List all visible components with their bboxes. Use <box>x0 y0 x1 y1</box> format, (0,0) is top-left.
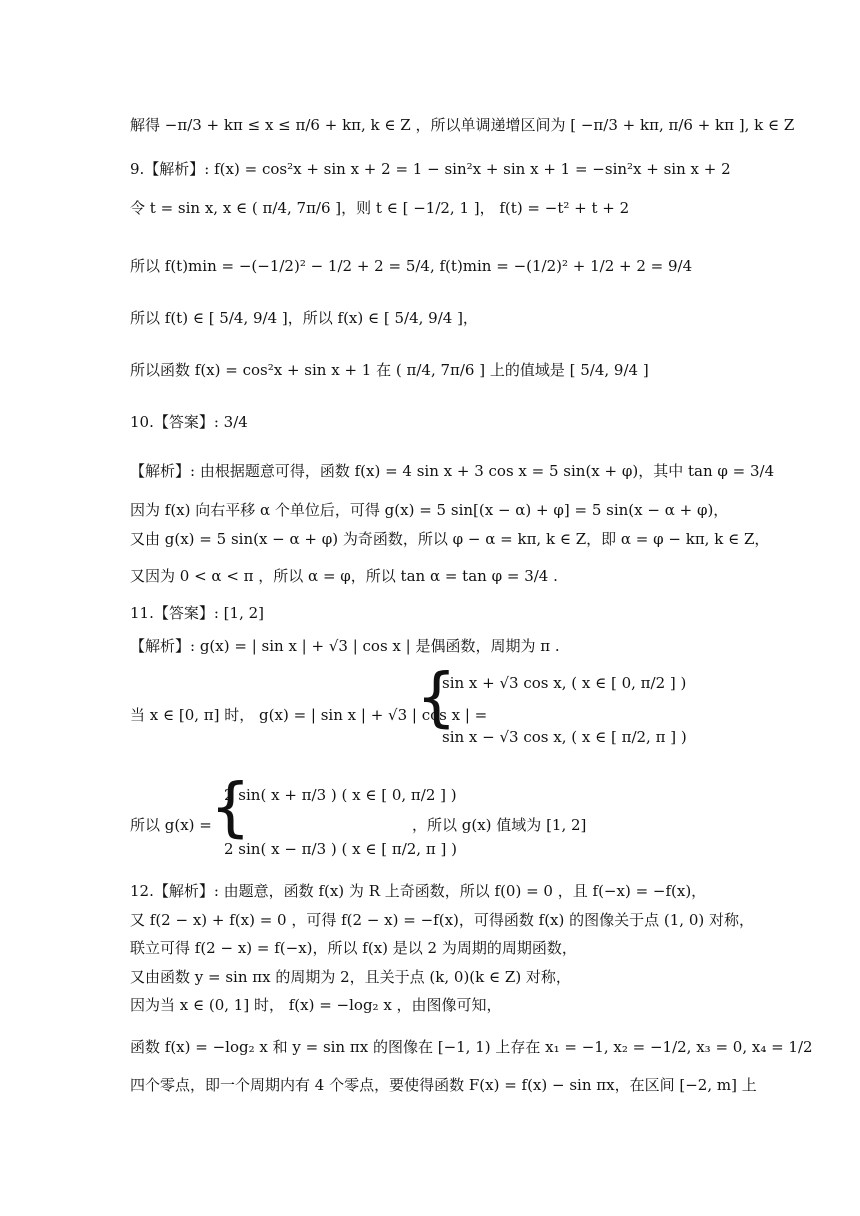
solution-12-line-1: 12.【解析】: 由题意，函数 f(x) 为 R 上奇函数，所以 f(0) = 0 ，且 f(−x) = −f(x)， <box>130 882 707 900</box>
solution-8-interval-line: 解得 −π/3 + kπ ≤ x ≤ π/6 + kπ, k ∈ Z ，所以单调递增区间为 [ −π/3 + kπ, π/6 + kπ ], k ∈ Z <box>130 116 795 134</box>
solution-12-line-7: 四个零点，即一个周期内有 4 个零点，要使得函数 F(x) = f(x) − sin πx，在区间 [−2, m] 上 <box>130 1076 757 1094</box>
solution-11-conclusion: ，所以 g(x) 值域为 [1, 2] <box>412 816 587 834</box>
solution-12-line-4: 又由函数 y = sin πx 的周期为 2，且关于点 (k, 0)(k ∈ Z) 对称， <box>130 968 571 986</box>
solution-10-conclusion-line: 又因为 0 < α < π ，所以 α = φ，所以 tan α = tan φ = 3/4 . <box>130 567 558 585</box>
solution-11-piecewise-lead: 当 x ∈ [0, π] 时， g(x) = | sin x | + √3 | cos x | = <box>130 706 488 724</box>
solution-9-conclusion-line: 所以函数 f(x) = cos²x + sin x + 1 在 ( π/4, 7π/6 ] 上的值域是 [ 5/4, 9/4 ] <box>130 361 649 379</box>
left-brace-icon: { <box>210 771 251 845</box>
solution-10-shift-line: 因为 f(x) 向右平移 α 个单位后，可得 g(x) = 5 sin[(x − α) + φ] = 5 sin(x − α + φ)， <box>130 501 729 519</box>
solution-9-derivation-line: 9.【解析】: f(x) = cos²x + sin x + 2 = 1 − sin²x + sin x + 1 = −sin²x + sin x + 2 <box>130 160 731 178</box>
left-brace-icon: { <box>416 661 457 735</box>
piecewise-case: sin x + √3 cos x, ( x ∈ [ 0, π/2 ] ) <box>442 674 687 692</box>
solution-11-piecewise2-lead: 所以 g(x) = <box>130 816 212 834</box>
solution-9-minimum-line: 所以 f(t)min = −(−1/2)² − 1/2 + 2 = 5/4, f(t)min = −(1/2)² + 1/2 + 2 = 9/4 <box>130 257 693 275</box>
solution-9-range-line: 所以 f(t) ∈ [ 5/4, 9/4 ]，所以 f(x) ∈ [ 5/4, 9/4 ]， <box>130 309 478 327</box>
piecewise-case: 2 sin( x − π/3 ) ( x ∈ [ π/2, π ] ) <box>224 840 457 858</box>
answer-10-line: 10.【答案】: 3/4 <box>130 413 248 431</box>
solution-12-line-3: 联立可得 f(2 − x) = f(−x)，所以 f(x) 是以 2 为周期的周期函数， <box>130 939 577 957</box>
solution-12-line-5: 因为当 x ∈ (0, 1] 时， f(x) = −log₂ x ，由图像可知， <box>130 996 502 1014</box>
piecewise-case: sin x − √3 cos x, ( x ∈ [ π/2, π ] ) <box>442 728 687 746</box>
piecewise-case: 2 sin( x + π/3 ) ( x ∈ [ 0, π/2 ] ) <box>224 786 457 804</box>
solution-10-odd-line: 又由 g(x) = 5 sin(x − α + φ) 为奇函数，所以 φ − α = kπ, k ∈ Z，即 α = φ − kπ, k ∈ Z， <box>130 530 770 548</box>
answer-11-line: 11.【答案】: [1, 2] <box>130 604 265 622</box>
piecewise-cases-1 <box>442 674 687 746</box>
solution-12-line-6: 函数 f(x) = −log₂ x 和 y = sin πx 的图像在 [−1, 1) 上存在 x₁ = −1, x₂ = −1/2, x₃ = 0, x₄ = 1/2 <box>130 1038 813 1056</box>
solution-10-intro-line: 【解析】: 由根据题意可得，函数 f(x) = 4 sin x + 3 cos x = 5 sin(x + φ)，其中 tan φ = 3/4 <box>130 462 775 480</box>
solution-11-intro-line: 【解析】: g(x) = | sin x | + √3 | cos x | 是偶函数，周期为 π . <box>130 637 560 655</box>
solution-12-line-2: 又 f(2 − x) + f(x) = 0 ，可得 f(2 − x) = −f(x)，可得函数 f(x) 的图像关于点 (1, 0) 对称， <box>130 911 755 929</box>
solution-9-substitution-line: 令 t = sin x, x ∈ ( π/4, 7π/6 ]，则 t ∈ [ −1/2, 1 ]， f(t) = −t² + t + 2 <box>130 199 630 217</box>
